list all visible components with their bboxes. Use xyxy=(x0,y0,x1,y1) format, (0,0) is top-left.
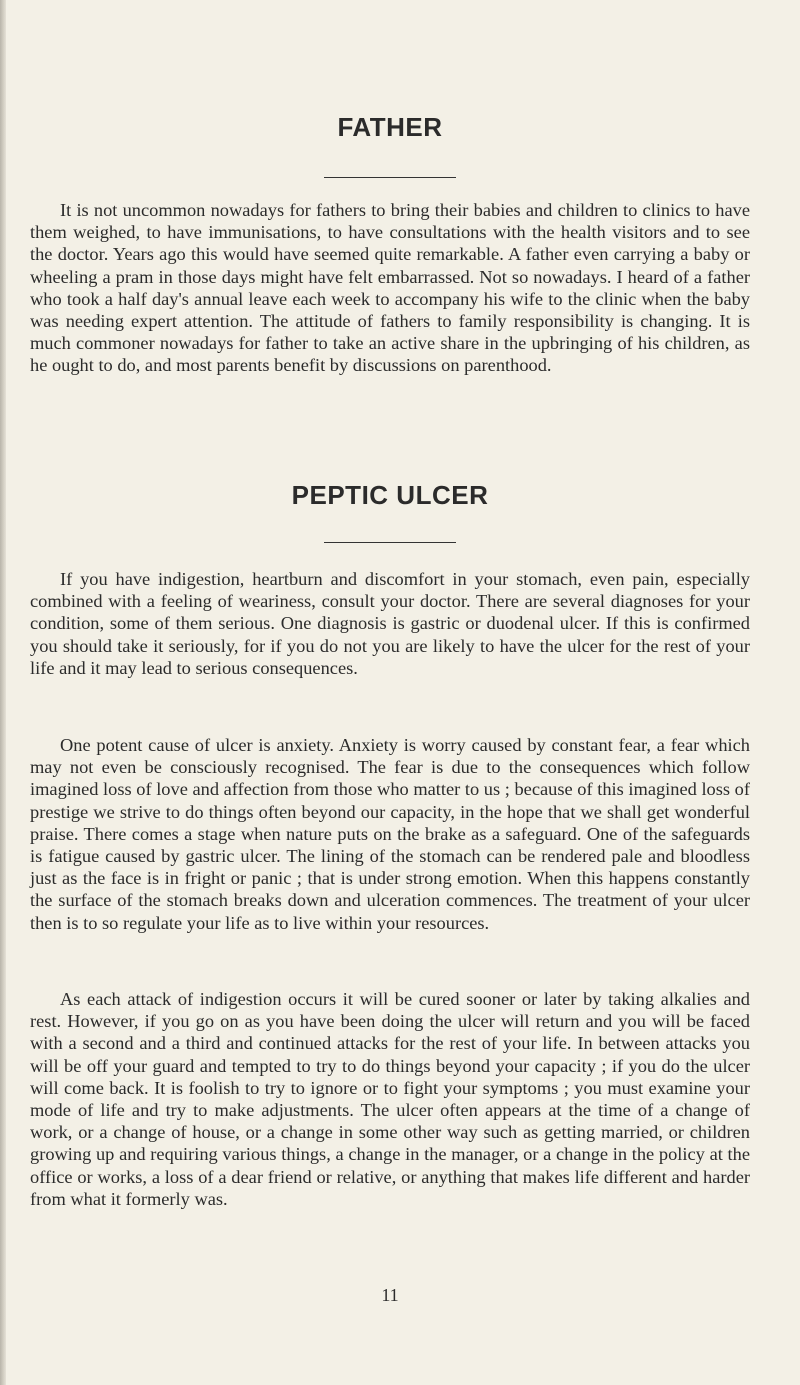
section-heading-father: FATHER xyxy=(337,112,443,142)
paragraph-peptic-ulcer-3: As each attack of indigestion occurs it will be cured sooner or later by taking alkalies and rest. However, if you go on as you have been doing the ulcer will return and you will be faced with a second and a third and continued attacks for the rest of your life. In between attacks you will be off your guard and tempted to try to do things beyond your capacity ; if you do the ulcer will come back. It is foolish to try to ignore or to fight your symptoms ; you must examine your mode of life and try to make adjustments. The ulcer often appears at the time of a change of work, or a change of house, or a change in some other way such as getting married, or children growing up and requiring various things, a change in the manager, or a change in the policy at the office or works, a loss of a dear friend or relative, or anything that makes life different and harder from what it formerly was. xyxy=(30,989,750,1209)
heading-rule-father xyxy=(324,177,456,178)
section-heading-peptic-ulcer: PEPTIC ULCER xyxy=(291,480,489,510)
paragraph-father: It is not uncommon nowadays for fathers to bring their babies and children to clinics to have them weighed, to have immunisations, to have consultations with the health visitors and to see the doctor. Years ago this would have seemed quite remarkable. A father even carrying a baby or wheeling a pram in those days might have felt embarrassed. Not so nowadays. I heard of a father who took a half day's annual leave each week to accompany his wife to the clinic when the baby was needing expert attention. The attitude of fathers to family responsibility is changing. It is much commoner nowadays for father to take an active share in the upbringing of his children, as he ought to do, and most parents benefit by discussions on parenthood. xyxy=(30,200,750,376)
paragraph-peptic-ulcer-1: If you have indigestion, heartburn and discomfort in your stomach, even pain, especially combined with a feeling of weariness, consult your doctor. There are several diagnoses for your condition, some of them serious. One diagnosis is gastric or duodenal ulcer. If this is confirmed you should take it seriously, for if you do not you are likely to have the ulcer for the rest of your life and it may lead to serious consequences. xyxy=(30,569,750,678)
page-number: 11 xyxy=(381,1285,399,1305)
page-binding-edge xyxy=(0,0,6,1385)
heading-rule-peptic-ulcer xyxy=(324,542,456,543)
paragraph-peptic-ulcer-2: One potent cause of ulcer is anxiety. Anxiety is worry caused by constant fear, a fear which may not even be consciously recognised. The fear is due to the consequences which follow imagined loss of love and affection from those who matter to us ; because of this imagined loss of prestige we strive to do things often beyond our capacity, in the hope that we shall get wonderful praise. There comes a stage when nature puts on the brake as a safeguard. One of the safeguards is fatigue caused by gastric ulcer. The lining of the stomach can be rendered pale and bloodless just as the face is in fright or panic ; that is under strong emotion. When this happens constantly the surface of the stomach breaks down and ulceration commences. The treatment of your ulcer then is to so regulate your life as to live within your resources. xyxy=(30,735,750,933)
